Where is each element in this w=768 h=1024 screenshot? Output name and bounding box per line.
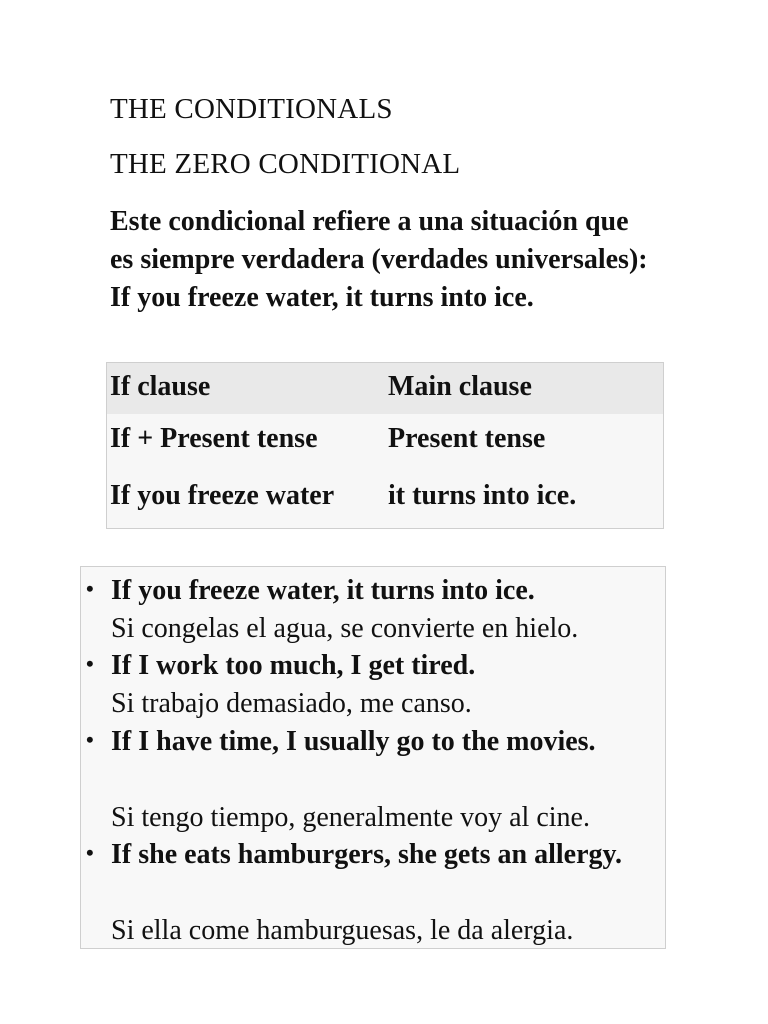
table-cell: If + Present tense	[110, 423, 318, 454]
table-cell: If you freeze water	[110, 480, 335, 511]
bullet-icon: •	[86, 651, 94, 676]
section-title: THE ZERO CONDITIONAL	[110, 148, 461, 180]
example-english: If she eats hamburgers, she gets an allergy.	[111, 839, 622, 870]
intro-paragraph: Este condicional refiere a una situación que es siempre verdadera (verdades universales): If you freeze water, it turns into ice.	[110, 206, 648, 313]
example-english: If I work too much, I get tired.	[111, 650, 476, 681]
table-cell: Present tense	[388, 423, 546, 454]
example-spanish: Si ella come hamburguesas, le da alergia.	[111, 915, 574, 946]
example-english: If I have time, I usually go to the movies.	[111, 726, 596, 757]
example-spanish: Si trabajo demasiado, me canso.	[111, 688, 472, 719]
table-header-main-clause: Main clause	[388, 371, 532, 402]
table-header-row	[107, 363, 663, 414]
example-spanish: Si tengo tiempo, generalmente voy al cine.	[111, 802, 590, 833]
table-header-if-clause: If clause	[110, 371, 211, 402]
example-spanish: Si congelas el agua, se convierte en hielo.	[111, 613, 579, 644]
bullet-icon: •	[86, 727, 94, 752]
bullet-icon: •	[86, 576, 94, 601]
clause-table	[106, 362, 664, 529]
page-title: THE CONDITIONALS	[110, 93, 393, 125]
example-english: If you freeze water, it turns into ice.	[111, 575, 535, 606]
table-cell: it turns into ice.	[388, 480, 577, 511]
examples-list	[80, 566, 666, 949]
bullet-icon: •	[86, 840, 94, 865]
